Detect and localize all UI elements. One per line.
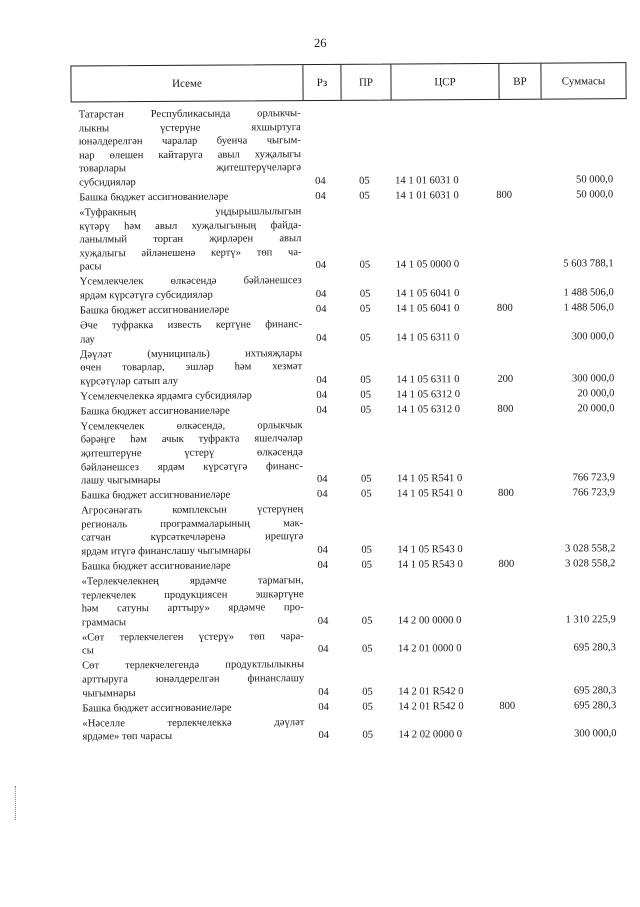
row-rz: 04 <box>316 474 328 486</box>
row-name-line: Башка бюджет ассигнованиеләре <box>80 405 230 418</box>
row-rz: 04 <box>315 303 327 316</box>
row-csr: 14 1 05 R543 0 <box>397 544 463 556</box>
row-rz: 04 <box>318 730 330 742</box>
row-csr: 14 1 05 R541 0 <box>396 473 463 485</box>
row-name-line: Башка бюджет ассигнованиеләре <box>79 191 229 204</box>
row-vr: 800 <box>499 700 516 712</box>
row-name-line: товарлары җитештерүчеләргә <box>78 162 302 175</box>
row-name-line: күрсәтүләр сатып алу <box>80 375 179 388</box>
table-row <box>79 105 627 190</box>
row-name <box>81 503 303 559</box>
row-name-line: һәм сатуны арттыру» ярдәмче про- <box>81 602 304 615</box>
row-pr: 05 <box>360 404 372 416</box>
row-sum: 766 723,9 <box>572 487 616 499</box>
row-vr: 800 <box>496 302 513 314</box>
row-name-line: күтәрү һәм авыл хуҗалыгының файда- <box>79 219 302 233</box>
row-pr: 05 <box>359 260 371 272</box>
row-name-line: Башка бюджет ассигнованиеләре <box>79 304 230 317</box>
row-name-line: сатчан күрсәткечләренә ирешүгә <box>81 531 304 544</box>
row-rz: 04 <box>316 404 328 416</box>
row-pr: 05 <box>360 374 371 386</box>
row-name-line: бәйләнешсез ярдәм күрсәтүгә финанс- <box>80 460 303 474</box>
table-header <box>70 62 626 102</box>
row-name-line: лыкны үстерүне яхшыртуга <box>78 121 301 135</box>
row-name-line: субсидияләр <box>79 177 136 189</box>
row-rz: 04 <box>317 544 328 557</box>
table-row <box>81 557 629 574</box>
table-row <box>80 301 628 318</box>
header-rz: Рз <box>303 65 341 100</box>
row-name-line: Сөт терлекчелегендә продуктлылыкны <box>82 659 305 672</box>
row-name-line: «Нәселле терлекчелеккә дәүләт <box>82 716 305 730</box>
row-sum: 1 488 506,0 <box>563 302 614 314</box>
row-name <box>81 488 303 503</box>
row-sum: 1 310 225,9 <box>565 614 616 626</box>
row-name-line: Башка бюджет ассигнованиеләре <box>82 702 232 715</box>
row-csr: 14 2 00 0000 0 <box>397 614 462 627</box>
row-name <box>79 190 301 205</box>
row-name-line: ярдәм күрсәтүгә субсидияләр <box>79 289 213 302</box>
row-name <box>81 559 303 574</box>
table-row <box>80 402 628 419</box>
row-sum: 3 028 558,2 <box>565 558 616 570</box>
row-pr: 05 <box>362 686 373 698</box>
row-sum: 20 000,0 <box>577 403 615 415</box>
row-csr: 14 1 05 6041 0 <box>395 288 460 300</box>
row-name-line: лашу чыгымнары <box>80 475 161 487</box>
row-name <box>80 389 302 404</box>
row-pr: 05 <box>360 389 372 401</box>
table-row <box>82 699 630 716</box>
row-name <box>79 107 301 190</box>
row-csr: 14 1 05 6311 0 <box>396 331 460 344</box>
row-name-line: Агросәнәгать комплексын үстерүнең <box>81 504 304 517</box>
row-name-line: «Туфракның уңдырышлылыгын <box>79 206 302 219</box>
table-row <box>79 188 627 205</box>
row-name <box>82 659 304 701</box>
row-vr: 800 <box>497 488 514 500</box>
row-pr: 05 <box>360 473 372 485</box>
row-csr: 14 2 01 R542 0 <box>398 685 464 698</box>
row-name <box>82 716 304 745</box>
header-sum: Суммасы <box>561 74 606 88</box>
table-row <box>82 714 630 745</box>
row-name-line: терлекчелек продукциясен эшкәртүне <box>81 588 304 602</box>
row-name-line: Үсемлекчелек өлкәсендә, орлыкчык <box>80 419 303 433</box>
row-name-line: бәрәңге һәм ачык туфракта яшелчәләр <box>80 433 303 446</box>
table-row <box>81 501 629 559</box>
row-pr: 05 <box>362 701 373 713</box>
header-pr: ПР <box>341 65 391 100</box>
row-name <box>79 205 301 274</box>
row-sum: 695 280,3 <box>573 684 617 697</box>
table-row <box>80 316 628 347</box>
row-name-line: сы <box>81 645 94 657</box>
row-name-line: лау <box>80 333 95 346</box>
row-sum: 3 028 558,2 <box>564 543 616 555</box>
row-name-line: хуҗалыгы әйләнешенә кертү» төп ча- <box>79 246 302 260</box>
row-name-line: ярдәме» төп чарасы <box>82 731 173 743</box>
row-pr: 05 <box>360 332 371 344</box>
row-rz: 04 <box>317 559 329 572</box>
row-vr: 800 <box>497 403 514 415</box>
row-csr: 14 2 01 0000 0 <box>397 643 462 655</box>
row-name-line: Татарстан Республикасында орлыкчы- <box>78 108 301 121</box>
row-name-line: юнәлдерелгән чаралар буенча чыгым- <box>78 135 301 148</box>
row-rz: 04 <box>317 644 329 656</box>
row-name-line: өчен товарлар, эшләр һәм хезмәт <box>80 361 303 374</box>
row-sum: 695 280,3 <box>573 642 616 654</box>
row-csr: 14 1 01 6031 0 <box>395 175 459 187</box>
table-row <box>82 572 630 630</box>
row-csr: 14 1 05 6041 0 <box>395 303 460 315</box>
row-sum: 695 280,3 <box>573 699 617 712</box>
row-vr: 200 <box>497 373 514 385</box>
table-row <box>79 203 627 274</box>
row-csr: 14 1 05 6312 0 <box>396 403 461 416</box>
row-name-line: җитештерүне үстерү өлкәсендә <box>80 447 303 460</box>
row-sum: 5 603 788,1 <box>563 258 614 270</box>
row-csr: 14 1 05 R543 0 <box>397 559 463 571</box>
row-pr: 05 <box>359 303 371 315</box>
row-sum: 20 000,0 <box>577 388 615 400</box>
row-name-line: ланылмый торган җирләрен авыл <box>79 233 302 246</box>
row-name-line: региональ программаларының мак- <box>81 517 304 531</box>
row-pr: 05 <box>361 615 373 627</box>
table-row <box>82 628 630 659</box>
row-rz: 04 <box>315 190 326 203</box>
row-name-line: Үсемлекчелек өлкәсендә бәйләнешсез <box>79 275 302 288</box>
row-rz: 04 <box>316 332 327 344</box>
header-vr: ВР <box>499 64 541 99</box>
row-vr: 800 <box>498 558 515 570</box>
row-name <box>80 275 302 304</box>
row-sum: 300 000,0 <box>574 728 617 740</box>
header-csr: ЦСР <box>391 64 499 100</box>
row-rz: 04 <box>318 686 329 698</box>
row-csr: 14 2 02 0000 0 <box>398 729 463 741</box>
row-name <box>82 574 304 630</box>
row-pr: 05 <box>362 729 374 741</box>
row-sum: 50 000,0 <box>575 174 614 186</box>
row-name-line: Башка бюджет ассигнованиеләре <box>81 560 231 573</box>
row-pr: 05 <box>359 190 370 202</box>
row-vr: 800 <box>496 189 513 201</box>
table-row <box>81 486 629 503</box>
row-name-line: Әче туфракка известь кертүне финанс- <box>79 319 303 332</box>
row-pr: 05 <box>361 544 372 556</box>
row-csr: 14 1 05 0000 0 <box>395 259 460 271</box>
table-row <box>80 345 628 389</box>
row-rz: 04 <box>317 615 329 627</box>
row-sum: 50 000,0 <box>576 189 614 201</box>
row-sum: 1 488 506,0 <box>563 287 614 299</box>
row-sum: 766 723,9 <box>572 472 615 484</box>
row-sum: 300 000,0 <box>571 330 615 343</box>
margin-mark <box>15 786 18 820</box>
row-name-line: чыгымнары <box>82 687 136 700</box>
row-name-line: арттыруга юнәлдерелгән финанслашу <box>82 673 305 686</box>
row-pr: 05 <box>359 288 371 300</box>
row-pr: 05 <box>361 644 373 656</box>
row-name <box>81 419 303 488</box>
row-rz: 04 <box>316 389 328 401</box>
page-number: 26 <box>313 35 327 51</box>
row-rz: 04 <box>315 260 327 272</box>
row-rz: 04 <box>315 175 326 188</box>
table-row <box>82 657 630 701</box>
table-row <box>80 273 628 304</box>
row-name <box>80 303 302 318</box>
header-name: Исеме <box>71 65 303 101</box>
row-name-line: Дәүләт (муниципаль) ихтыяҗлары <box>80 347 303 361</box>
row-pr: 05 <box>359 175 370 187</box>
row-name-line: граммасы <box>81 616 127 629</box>
row-pr: 05 <box>361 559 373 571</box>
row-name <box>80 404 302 419</box>
row-csr: 14 2 01 R542 0 <box>398 700 464 713</box>
row-name-line: нар өлешен кайтаруга авыл хуҗалыгы <box>78 148 301 162</box>
row-csr: 14 1 05 R541 0 <box>396 488 463 500</box>
row-name <box>80 347 302 389</box>
row-rz: 04 <box>315 288 327 301</box>
row-csr: 14 1 05 6311 0 <box>396 373 460 386</box>
row-name <box>82 701 304 716</box>
row-csr: 14 1 01 6031 0 <box>395 190 459 202</box>
row-rz: 04 <box>316 374 327 386</box>
table-row <box>80 387 628 404</box>
row-name <box>80 318 302 347</box>
row-name <box>82 630 304 659</box>
row-name-line: Үсемлекчелеккә ярдәмгә субсидияләр <box>80 390 252 403</box>
row-name-line: ярдәм итүгә финанслашу чыгымнары <box>81 545 251 558</box>
row-name-line: «Терлекчелекнең ярдәмче тармагын, <box>81 575 304 588</box>
row-name-line: расы <box>79 261 102 273</box>
table-row <box>81 417 629 488</box>
row-csr: 14 1 05 6312 0 <box>396 388 461 401</box>
row-rz: 04 <box>316 489 328 501</box>
row-pr: 05 <box>360 488 372 500</box>
row-name-line: Башка бюджет ассигнованиеләре <box>80 489 231 502</box>
row-rz: 04 <box>318 701 329 713</box>
row-sum: 300 000,0 <box>571 373 615 385</box>
row-name-line: «Сөт терлекчелеген үстерү» төп чара- <box>81 630 304 644</box>
